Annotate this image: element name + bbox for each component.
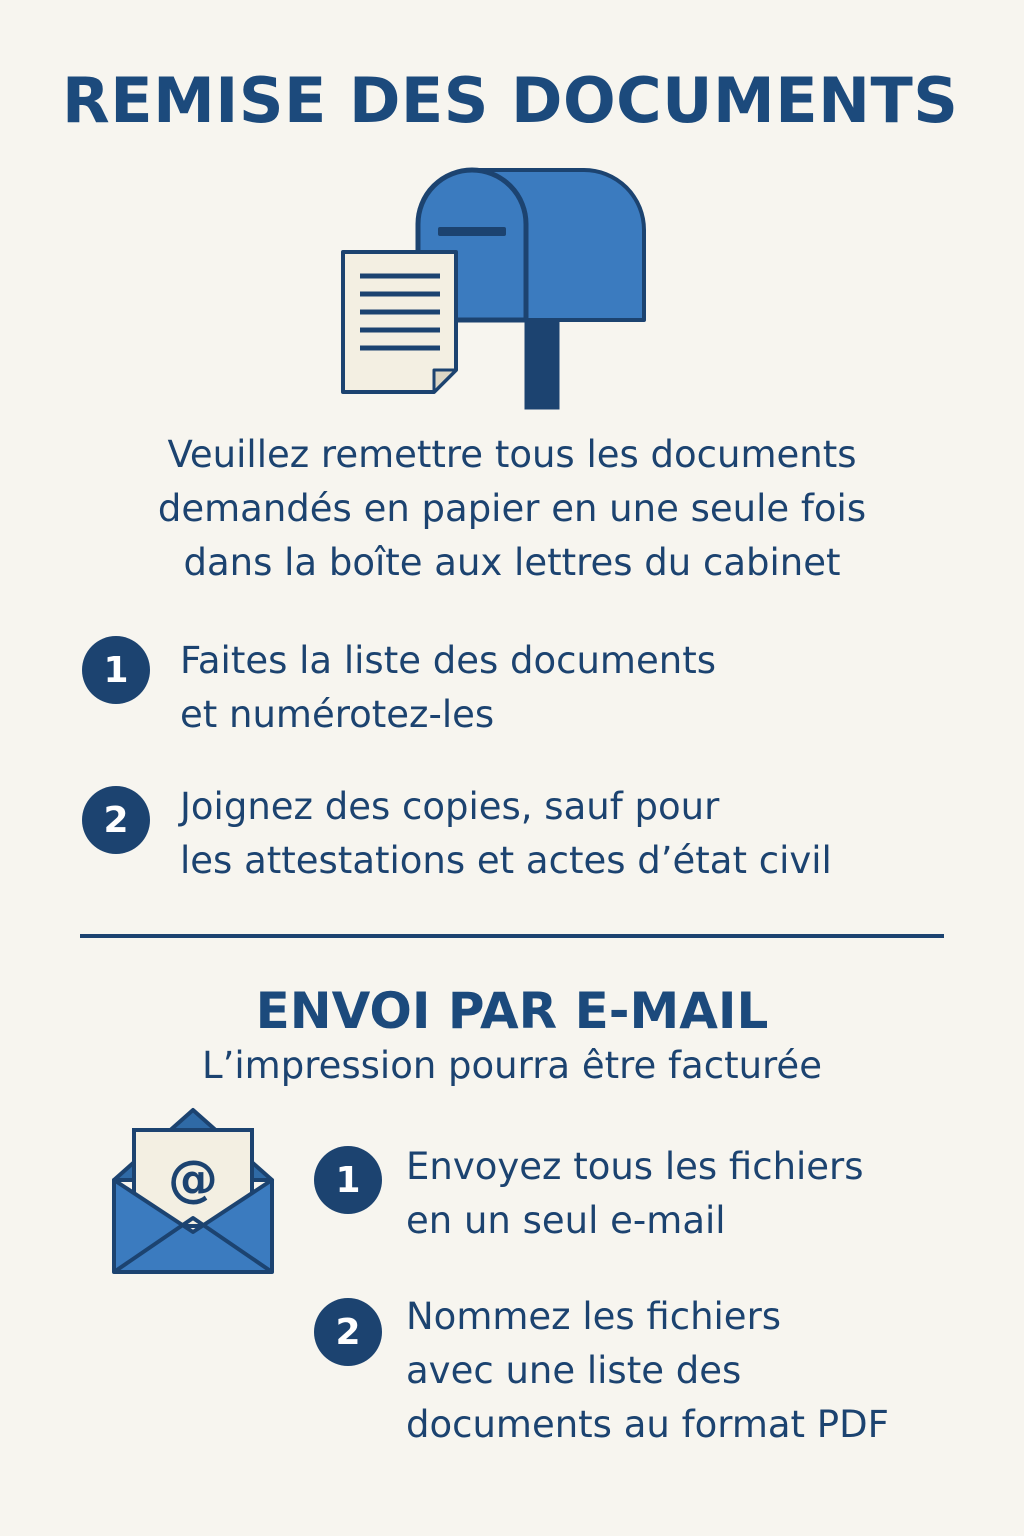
paper-step-2 <box>180 780 832 888</box>
step-number-badge: 1 <box>314 1146 382 1214</box>
email-section-subtitle: L’impression pourra être facturée <box>202 1044 822 1087</box>
intro-line: dans la boîte aux lettres du cabinet <box>183 541 841 584</box>
section-divider <box>80 934 944 938</box>
paper-step-1 <box>180 634 716 742</box>
step-line: les attestations et actes d’état civil <box>180 839 832 882</box>
step-number-badge: 2 <box>314 1298 382 1366</box>
document-icon <box>343 252 456 392</box>
step-line: Nommez les fichiers <box>406 1295 782 1338</box>
step-line: Joignez des copies, sauf pour <box>180 785 720 828</box>
step-line: Faites la liste des documents <box>180 639 716 682</box>
mailbox-illustration <box>330 160 660 412</box>
email-step-1 <box>406 1140 864 1248</box>
intro-line: Veuillez remettre tous les documents <box>167 433 857 476</box>
intro-line: demandés en papier en une seule fois <box>157 487 867 530</box>
intro-text <box>40 428 984 590</box>
email-section-title: ENVOI PAR E-MAIL <box>255 982 769 1040</box>
step-number-badge: 2 <box>82 786 150 854</box>
email-step-2 <box>406 1290 889 1452</box>
step-line: Envoyez tous les fichiers <box>406 1145 864 1188</box>
step-line: documents au format PDF <box>406 1403 889 1446</box>
step-line: avec une liste des <box>406 1349 742 1392</box>
step-line: et numérotez-les <box>180 693 495 736</box>
at-symbol: @ <box>168 1150 218 1208</box>
page-title: REMISE DES DOCUMENTS <box>62 64 959 137</box>
step-number-badge: 1 <box>82 636 150 704</box>
step-line: en un seul e-mail <box>406 1199 726 1242</box>
envelope-icon <box>110 1104 276 1280</box>
